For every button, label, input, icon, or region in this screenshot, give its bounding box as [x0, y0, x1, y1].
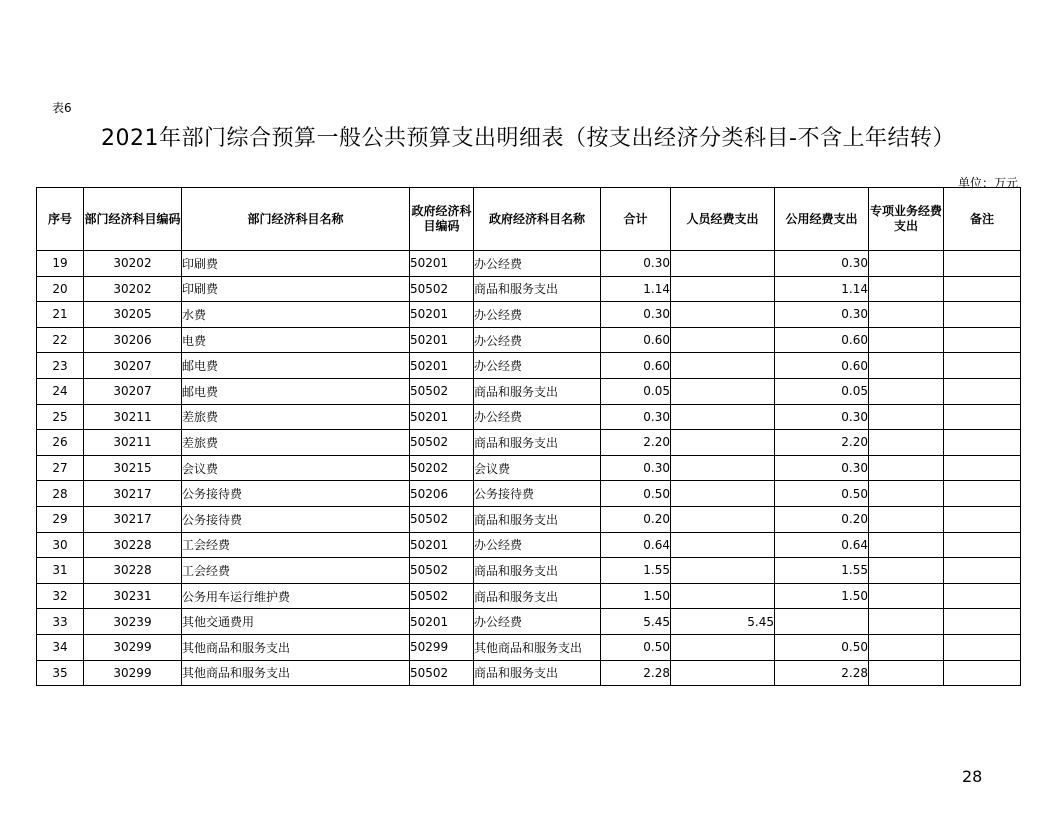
- cell-public: 0.20: [775, 506, 869, 532]
- cell-gov-name: 商品和服务支出: [474, 378, 601, 404]
- table-row: [37, 353, 1021, 379]
- cell-dept-name: 工会经费: [182, 532, 410, 558]
- cell-remark: [944, 276, 1021, 302]
- cell-public: 1.14: [775, 276, 869, 302]
- cell-total: 0.30: [601, 404, 671, 430]
- cell-gov-code: 50201: [410, 302, 474, 328]
- cell-dept-code: 30228: [84, 532, 182, 558]
- cell-seq: 31: [37, 558, 84, 584]
- cell-remark: [944, 353, 1021, 379]
- header-special: 专项业务经费支出: [869, 188, 944, 251]
- cell-gov-code: 50201: [410, 404, 474, 430]
- cell-remark: [944, 481, 1021, 507]
- unit-label: 单位：万元: [957, 176, 1018, 190]
- cell-personnel: [671, 660, 775, 686]
- table-row: [37, 532, 1021, 558]
- cell-total: 0.30: [601, 455, 671, 481]
- table-header-row: [37, 188, 1021, 251]
- cell-personnel: [671, 430, 775, 456]
- cell-gov-code: 50299: [410, 634, 474, 660]
- cell-special: [869, 404, 944, 430]
- cell-dept-code: 30207: [84, 353, 182, 379]
- cell-seq: 19: [37, 251, 84, 277]
- cell-gov-code: 50502: [410, 276, 474, 302]
- cell-gov-name: 办公经费: [474, 353, 601, 379]
- cell-special: [869, 506, 944, 532]
- cell-special: [869, 327, 944, 353]
- cell-dept-name: 水费: [182, 302, 410, 328]
- cell-gov-code: 50201: [410, 532, 474, 558]
- cell-special: [869, 302, 944, 328]
- cell-dept-name: 其他商品和服务支出: [182, 660, 410, 686]
- cell-total: 0.60: [601, 353, 671, 379]
- cell-seq: 28: [37, 481, 84, 507]
- table-row: [37, 583, 1021, 609]
- cell-personnel: [671, 532, 775, 558]
- cell-dept-code: 30206: [84, 327, 182, 353]
- cell-remark: [944, 455, 1021, 481]
- cell-dept-name: 工会经费: [182, 558, 410, 584]
- cell-gov-name: 办公经费: [474, 302, 601, 328]
- cell-dept-code: 30299: [84, 660, 182, 686]
- cell-total: 0.64: [601, 532, 671, 558]
- cell-remark: [944, 583, 1021, 609]
- cell-gov-name: 商品和服务支出: [474, 276, 601, 302]
- cell-remark: [944, 660, 1021, 686]
- cell-remark: [944, 251, 1021, 277]
- cell-special: [869, 430, 944, 456]
- cell-dept-name: 公务接待费: [182, 481, 410, 507]
- cell-public: [775, 609, 869, 635]
- cell-public: 0.64: [775, 532, 869, 558]
- cell-gov-name: 公务接待费: [474, 481, 601, 507]
- cell-special: [869, 378, 944, 404]
- cell-remark: [944, 378, 1021, 404]
- budget-table: [36, 187, 1021, 686]
- table-label: 表6: [52, 101, 72, 115]
- cell-seq: 29: [37, 506, 84, 532]
- header-dept-code: 部门经济科目编码: [84, 188, 182, 251]
- table-row: [37, 481, 1021, 507]
- cell-dept-name: 差旅费: [182, 430, 410, 456]
- cell-gov-name: 其他商品和服务支出: [474, 634, 601, 660]
- cell-gov-name: 办公经费: [474, 404, 601, 430]
- cell-public: 0.30: [775, 404, 869, 430]
- header-seq: 序号: [37, 188, 84, 251]
- table-row: [37, 404, 1021, 430]
- cell-total: 0.30: [601, 251, 671, 277]
- cell-gov-name: 商品和服务支出: [474, 558, 601, 584]
- cell-dept-name: 公务接待费: [182, 506, 410, 532]
- cell-remark: [944, 430, 1021, 456]
- cell-personnel: [671, 327, 775, 353]
- cell-gov-code: 50502: [410, 558, 474, 584]
- cell-remark: [944, 327, 1021, 353]
- cell-dept-name: 印刷费: [182, 251, 410, 277]
- cell-special: [869, 481, 944, 507]
- table-row: [37, 660, 1021, 686]
- cell-dept-code: 30202: [84, 251, 182, 277]
- cell-personnel: [671, 353, 775, 379]
- cell-gov-name: 商品和服务支出: [474, 506, 601, 532]
- table-row: [37, 506, 1021, 532]
- cell-dept-code: 30215: [84, 455, 182, 481]
- cell-personnel: [671, 276, 775, 302]
- cell-seq: 33: [37, 609, 84, 635]
- table-row: [37, 634, 1021, 660]
- cell-personnel: [671, 558, 775, 584]
- cell-personnel: [671, 506, 775, 532]
- cell-public: 0.60: [775, 353, 869, 379]
- cell-special: [869, 532, 944, 558]
- cell-public: 2.28: [775, 660, 869, 686]
- cell-seq: 35: [37, 660, 84, 686]
- cell-gov-code: 50201: [410, 353, 474, 379]
- cell-dept-name: 差旅费: [182, 404, 410, 430]
- cell-remark: [944, 532, 1021, 558]
- cell-dept-name: 其他商品和服务支出: [182, 634, 410, 660]
- cell-dept-code: 30299: [84, 634, 182, 660]
- cell-public: 0.30: [775, 455, 869, 481]
- cell-gov-name: 商品和服务支出: [474, 430, 601, 456]
- cell-gov-name: 办公经费: [474, 609, 601, 635]
- cell-dept-code: 30239: [84, 609, 182, 635]
- cell-special: [869, 251, 944, 277]
- header-dept-name: 部门经济科目名称: [182, 188, 410, 251]
- header-total: 合计: [601, 188, 671, 251]
- table-row: [37, 327, 1021, 353]
- cell-remark: [944, 558, 1021, 584]
- page-title: 2021年部门综合预算一般公共预算支出明细表（按支出经济分类科目-不含上年结转）: [101, 126, 955, 151]
- cell-total: 0.50: [601, 634, 671, 660]
- cell-dept-name: 电费: [182, 327, 410, 353]
- cell-personnel: [671, 634, 775, 660]
- cell-dept-code: 30231: [84, 583, 182, 609]
- cell-seq: 24: [37, 378, 84, 404]
- cell-seq: 27: [37, 455, 84, 481]
- header-gov-name: 政府经济科目名称: [474, 188, 601, 251]
- cell-dept-code: 30205: [84, 302, 182, 328]
- cell-gov-code: 50201: [410, 251, 474, 277]
- cell-public: 1.50: [775, 583, 869, 609]
- header-remark: 备注: [944, 188, 1021, 251]
- cell-total: 0.05: [601, 378, 671, 404]
- cell-remark: [944, 634, 1021, 660]
- cell-gov-code: 50502: [410, 660, 474, 686]
- cell-public: 1.55: [775, 558, 869, 584]
- table-row: [37, 455, 1021, 481]
- cell-total: 0.30: [601, 302, 671, 328]
- cell-gov-name: 会议费: [474, 455, 601, 481]
- cell-dept-code: 30211: [84, 430, 182, 456]
- cell-total: 0.50: [601, 481, 671, 507]
- cell-gov-code: 50502: [410, 583, 474, 609]
- cell-gov-code: 50502: [410, 378, 474, 404]
- cell-public: 0.50: [775, 481, 869, 507]
- cell-personnel: [671, 302, 775, 328]
- cell-public: 0.05: [775, 378, 869, 404]
- cell-total: 0.20: [601, 506, 671, 532]
- cell-gov-code: 50502: [410, 506, 474, 532]
- header-gov-code: 政府经济科目编码: [410, 188, 474, 251]
- cell-total: 2.20: [601, 430, 671, 456]
- cell-public: 0.60: [775, 327, 869, 353]
- cell-gov-code: 50201: [410, 327, 474, 353]
- cell-dept-name: 邮电费: [182, 378, 410, 404]
- cell-seq: 32: [37, 583, 84, 609]
- cell-total: 1.14: [601, 276, 671, 302]
- cell-remark: [944, 609, 1021, 635]
- cell-seq: 23: [37, 353, 84, 379]
- cell-gov-name: 办公经费: [474, 327, 601, 353]
- page-number: 28: [962, 767, 983, 786]
- cell-gov-code: 50206: [410, 481, 474, 507]
- cell-dept-code: 30207: [84, 378, 182, 404]
- table-row: [37, 302, 1021, 328]
- cell-seq: 34: [37, 634, 84, 660]
- cell-dept-code: 30217: [84, 506, 182, 532]
- cell-dept-code: 30211: [84, 404, 182, 430]
- cell-seq: 22: [37, 327, 84, 353]
- table-row: [37, 558, 1021, 584]
- cell-dept-code: 30202: [84, 276, 182, 302]
- cell-dept-name: 邮电费: [182, 353, 410, 379]
- header-public: 公用经费支出: [775, 188, 869, 251]
- cell-personnel: [671, 481, 775, 507]
- cell-personnel: [671, 583, 775, 609]
- cell-personnel: [671, 378, 775, 404]
- cell-special: [869, 583, 944, 609]
- table-row: [37, 430, 1021, 456]
- cell-special: [869, 353, 944, 379]
- cell-dept-name: 印刷费: [182, 276, 410, 302]
- table-row: [37, 276, 1021, 302]
- cell-remark: [944, 506, 1021, 532]
- cell-personnel: [671, 251, 775, 277]
- cell-remark: [944, 302, 1021, 328]
- cell-personnel: [671, 455, 775, 481]
- cell-personnel: 5.45: [671, 609, 775, 635]
- cell-total: 2.28: [601, 660, 671, 686]
- cell-seq: 26: [37, 430, 84, 456]
- cell-total: 1.55: [601, 558, 671, 584]
- cell-gov-name: 办公经费: [474, 251, 601, 277]
- cell-total: 1.50: [601, 583, 671, 609]
- cell-dept-name: 会议费: [182, 455, 410, 481]
- table-row: [37, 378, 1021, 404]
- cell-special: [869, 455, 944, 481]
- cell-gov-code: 50202: [410, 455, 474, 481]
- header-personnel: 人员经费支出: [671, 188, 775, 251]
- cell-public: 0.30: [775, 251, 869, 277]
- cell-seq: 20: [37, 276, 84, 302]
- cell-total: 0.60: [601, 327, 671, 353]
- cell-special: [869, 276, 944, 302]
- cell-public: 0.50: [775, 634, 869, 660]
- table-row: [37, 251, 1021, 277]
- table-body: [37, 251, 1021, 686]
- cell-seq: 30: [37, 532, 84, 558]
- cell-public: 0.30: [775, 302, 869, 328]
- table-row: [37, 609, 1021, 635]
- cell-dept-code: 30228: [84, 558, 182, 584]
- cell-special: [869, 609, 944, 635]
- cell-gov-code: 50502: [410, 430, 474, 456]
- cell-gov-name: 办公经费: [474, 532, 601, 558]
- cell-dept-name: 公务用车运行维护费: [182, 583, 410, 609]
- cell-special: [869, 558, 944, 584]
- cell-gov-code: 50201: [410, 609, 474, 635]
- cell-dept-code: 30217: [84, 481, 182, 507]
- cell-total: 5.45: [601, 609, 671, 635]
- cell-remark: [944, 404, 1021, 430]
- cell-seq: 25: [37, 404, 84, 430]
- cell-seq: 21: [37, 302, 84, 328]
- cell-gov-name: 商品和服务支出: [474, 583, 601, 609]
- cell-gov-name: 商品和服务支出: [474, 660, 601, 686]
- cell-special: [869, 660, 944, 686]
- cell-special: [869, 634, 944, 660]
- cell-dept-name: 其他交通费用: [182, 609, 410, 635]
- cell-personnel: [671, 404, 775, 430]
- cell-public: 2.20: [775, 430, 869, 456]
